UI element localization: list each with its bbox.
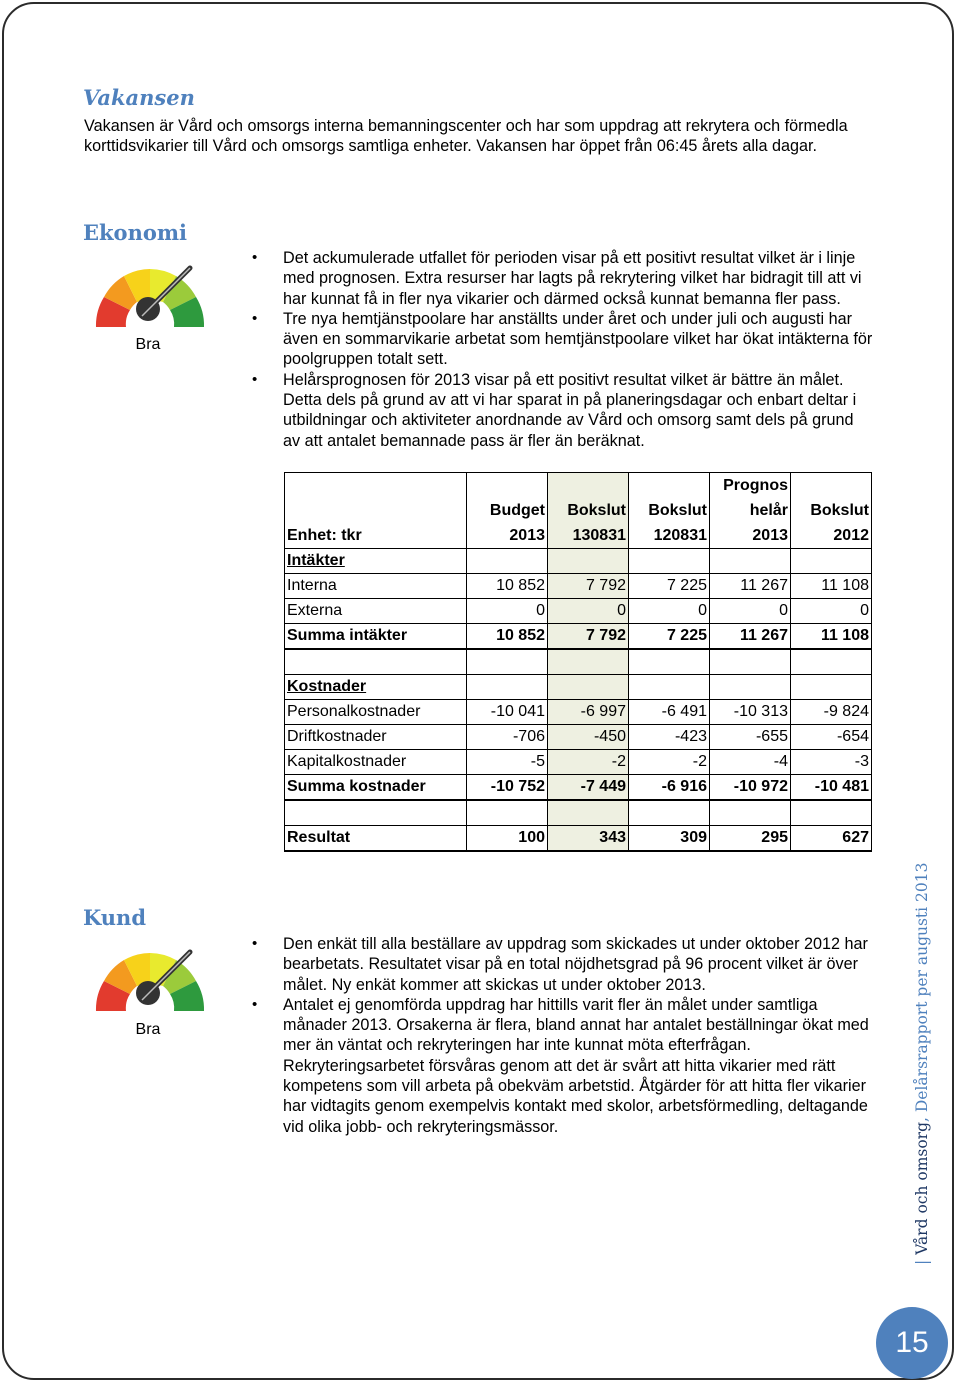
kund-gauge-label: Bra [135, 1021, 161, 1038]
column-header: Bokslut 2012 [791, 473, 872, 549]
unit-label: Enhet: tkr [285, 473, 467, 549]
list-item: • Tre nya hemtjänstpoolare har anställts under året och under juli och augusti har även en sommarvikarie arbetat som hemtjänstpoolare vilket har ökat intäkterna för poolgruppen totalt sett. [283, 309, 873, 370]
vakansen-heading: Vakansen [83, 85, 195, 110]
kund-bullet-list [283, 934, 878, 1137]
table-row [285, 649, 872, 675]
kund-heading: Kund [83, 905, 147, 930]
intakter-header: Intäkter [287, 552, 345, 569]
page-number: 15 [876, 1307, 948, 1379]
table-row: Externa 0 0 0 0 0 [285, 599, 872, 624]
sidebar-text: | Vård och omsorg, Delårsrapport per augusti 2013 [913, 862, 931, 1265]
table-row [285, 675, 872, 700]
kostnader-header: Kostnader [287, 678, 367, 695]
table-row: Driftkostnader -706 -450 -423 -655 -654 [285, 725, 872, 750]
table-row: Summa kostnader -10 752 -7 449 -6 916 -10 972 -10 481 [285, 775, 872, 801]
list-item: • Antalet ej genomförda uppdrag har hittills varit fler än målet under samtliga månader 2013. Orsakerna är flera, bland annat har antalet beställningar ökat med mer än väntat och rekryteringen har inte kunnat möta efterfrågan. Rekryteringsarbetet försvåras genom att det är svårt att hitta vikarier med rätt kompetens som vill arbeta på obekväm arbetstid. Åtgärder för att hitta fler vikarier har vidtagits genom exempelvis kontakt med skolor, arbetsförmedling, deltagande vid olika jobb- och rekryteringsmässor. [283, 995, 878, 1137]
ekonomi-gauge-icon [90, 252, 210, 332]
table-row: Personalkostnader -10 041 -6 997 -6 491 -10 313 -9 824 [285, 700, 872, 725]
vakansen-text: Vakansen är Vård och omsorgs interna bemanningscenter och har som uppdrag att rekrytera och förmedla korttidsvikarier till Vård och omsorgs samtliga enheter. Vakansen har öppet från 06:45 årets alla dagar. [84, 117, 848, 156]
column-header: Prognos helår 2013 [710, 473, 791, 549]
financial-table [284, 472, 872, 852]
table-row [285, 800, 872, 826]
table-row: Summa intäkter 10 852 7 792 7 225 11 267 11 108 [285, 624, 872, 650]
ekonomi-gauge-label: Bra [135, 336, 161, 353]
footer-sidebar [893, 862, 933, 1265]
kund-gauge-icon [90, 936, 210, 1016]
list-item: • Helårsprognosen för 2013 visar på ett positivt resultat vilket är bättre än målet. Detta dels på grund av att vi har sparat in på planeringsdagar och enbart deltar i utbildningar och aktiviteter anordnande av Vård och omsorg samt dels på grund av att antalet bemannade pass är fler än beräknat. [283, 370, 873, 451]
table-row: Resultat 100 343 309 295 627 [285, 826, 872, 852]
column-header: Bokslut 120831 [629, 473, 710, 549]
table-header-row [285, 473, 872, 549]
sidebar-rest: , Delårsrapport per augusti 2013 [913, 862, 931, 1122]
ekonomi-heading: Ekonomi [83, 220, 188, 245]
column-header: Budget 2013 [467, 473, 548, 549]
table-row [285, 549, 872, 574]
list-item: • Det ackumulerade utfallet för perioden visar på ett positivt resultat vilket är i linje med prognosen. Extra resurser har lagts på rekrytering vilket har bidragit till att vi har kunnat få in fler nya vikarier och därmed också kunnat bemanna fler pass. [283, 248, 873, 309]
sidebar-strong: Vård och omsorg [913, 1121, 931, 1255]
table-row: Interna 10 852 7 792 7 225 11 267 11 108 [285, 574, 872, 599]
column-header: Bokslut 130831 [548, 473, 629, 549]
ekonomi-bullet-list [283, 248, 873, 451]
list-item: • Den enkät till alla beställare av uppdrag som skickades ut under oktober 2012 har bearbetats. Resultatet visar på en total nöjdhetsgrad på 96 procent vilket är över målet. Ny enkät kommer att skickas ut under oktober 2013. [283, 934, 878, 995]
table-row: Kapitalkostnader -5 -2 -2 -4 -3 [285, 750, 872, 775]
